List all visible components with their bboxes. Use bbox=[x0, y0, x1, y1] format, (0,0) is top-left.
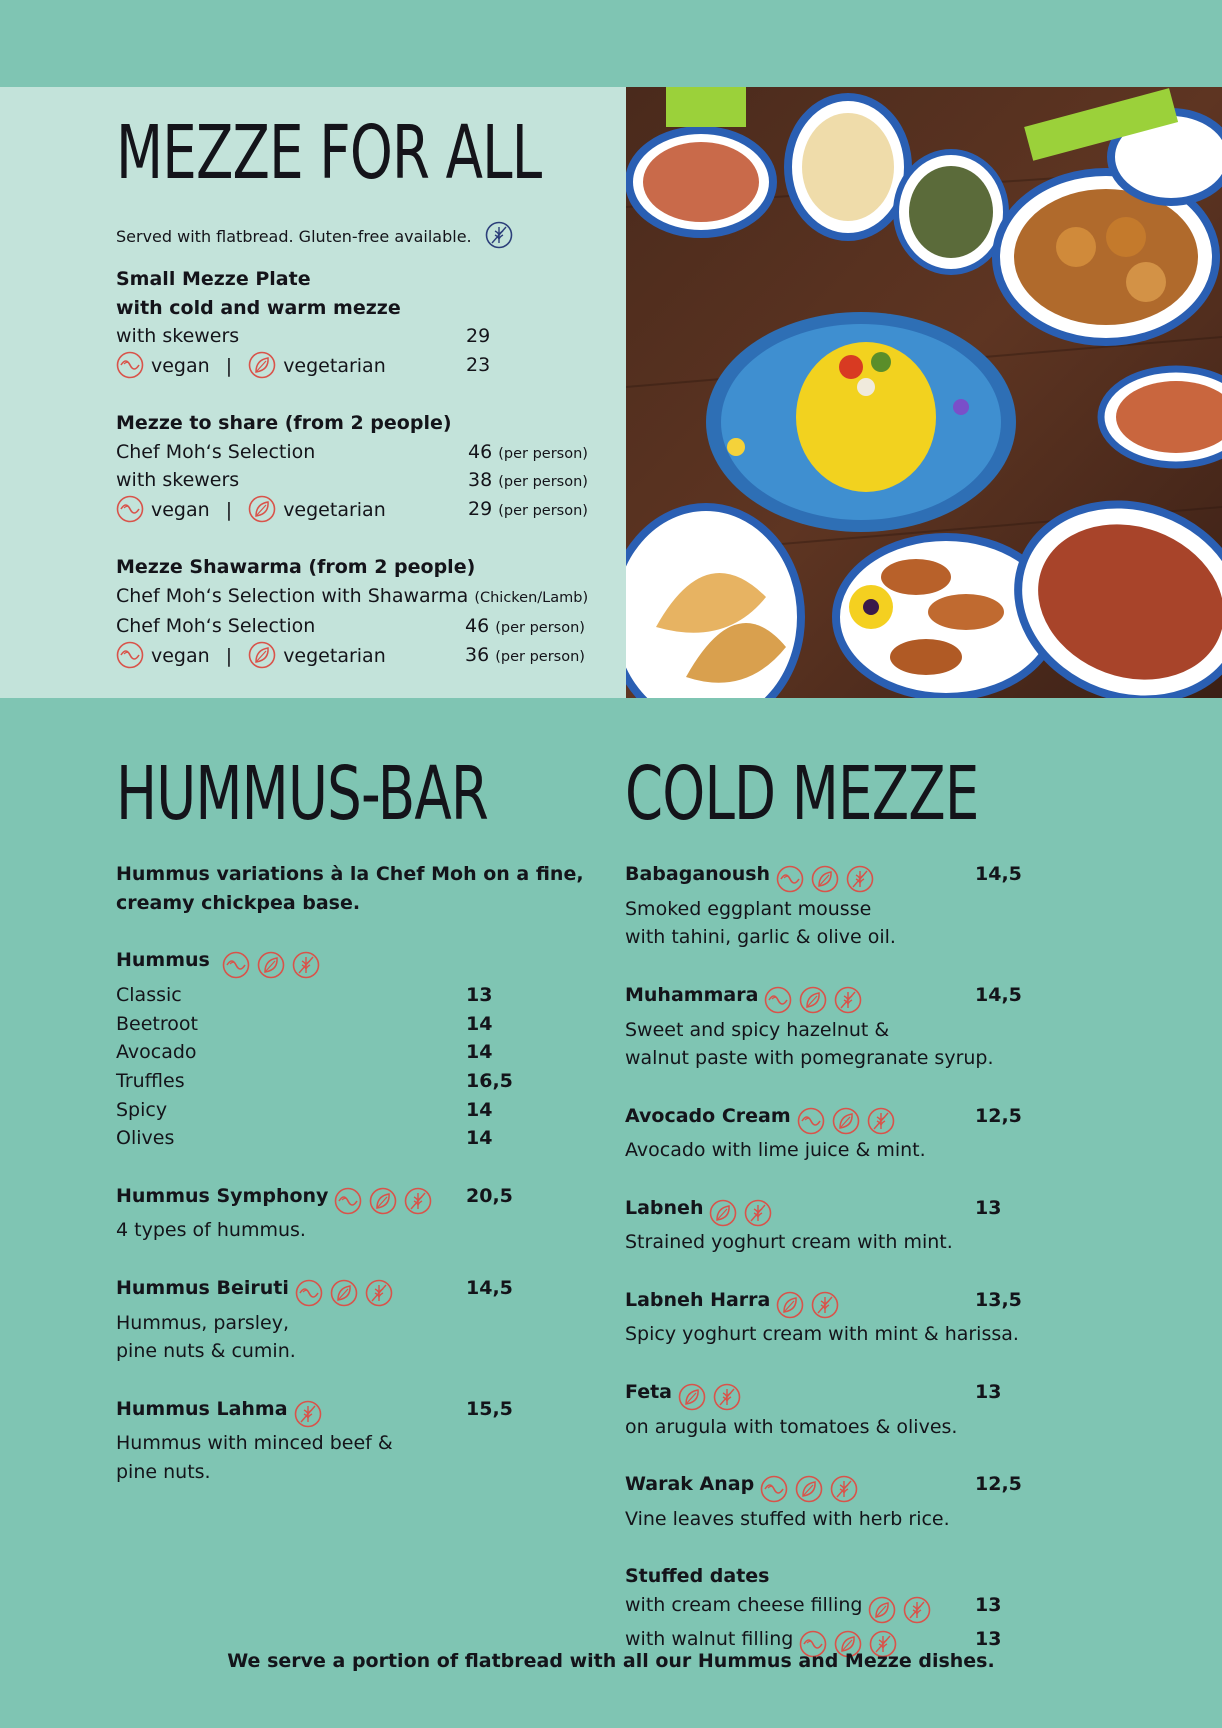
vegetarian-label: vegetarian bbox=[283, 499, 386, 522]
item-description bbox=[625, 1136, 1215, 1165]
vegetarian-icon bbox=[248, 351, 276, 379]
per-person: (per person) bbox=[498, 445, 588, 462]
row-label: Chef Moh‘s Selection with Shawarma bbox=[116, 584, 469, 607]
variant-price: 13 bbox=[975, 1593, 1002, 1616]
vegan-icon bbox=[116, 495, 144, 523]
vegetarian-icon bbox=[776, 1291, 804, 1319]
menu-item bbox=[625, 1286, 1215, 1321]
row-label: with skewers bbox=[116, 469, 240, 492]
row-price: 46 bbox=[468, 440, 493, 463]
item-description bbox=[625, 1320, 1215, 1349]
variant-name: Classic bbox=[116, 983, 182, 1006]
per-person: (per person) bbox=[495, 620, 585, 637]
vegetarian-icon bbox=[868, 1596, 896, 1624]
item-description bbox=[116, 1309, 616, 1338]
description-text: on arugula with tomatoes & olives. bbox=[625, 1415, 958, 1438]
item-description bbox=[116, 1337, 616, 1366]
gluten-free-icon bbox=[811, 1291, 839, 1319]
per-person: (per person) bbox=[495, 649, 585, 666]
item-description bbox=[625, 895, 1215, 924]
item-price: 12,5 bbox=[975, 1104, 1022, 1127]
hummus-variant bbox=[116, 981, 616, 1010]
hummus-heading bbox=[116, 946, 616, 981]
item-price: 20,5 bbox=[466, 1184, 513, 1207]
row-label: Chef Moh‘s Selection bbox=[116, 440, 316, 463]
item-description bbox=[116, 1458, 616, 1487]
description-text: Sweet and spicy hazelnut & bbox=[625, 1018, 890, 1041]
row-price-block bbox=[468, 438, 588, 469]
vegetarian-label: vegetarian bbox=[283, 355, 386, 378]
menu-row bbox=[116, 495, 616, 525]
group-heading: with cold and warm mezze bbox=[116, 296, 401, 319]
description-text: Hummus with minced beef & bbox=[116, 1432, 393, 1455]
description-text: walnut paste with pomegranate syrup. bbox=[625, 1047, 994, 1070]
variant-price: 16,5 bbox=[466, 1069, 513, 1092]
item-name: Hummus Beiruti bbox=[116, 1276, 289, 1299]
menu-row bbox=[116, 582, 621, 613]
description-text: Spicy yoghurt cream with mint & harissa. bbox=[625, 1323, 1019, 1346]
diet-icons bbox=[764, 986, 869, 1016]
description-text: Avocado with lime juice & mint. bbox=[625, 1139, 926, 1162]
separator: | bbox=[225, 499, 233, 522]
small-mezze-plate-group bbox=[116, 265, 616, 381]
hummus-variant bbox=[116, 1038, 616, 1067]
variant-price: 14 bbox=[466, 1098, 493, 1121]
vegetarian-icon bbox=[709, 1199, 737, 1227]
mezze-shawarma-group bbox=[116, 553, 621, 671]
hummus-variant bbox=[116, 1010, 616, 1039]
description-text: pine nuts & cumin. bbox=[116, 1340, 296, 1363]
menu-item bbox=[116, 1182, 616, 1217]
menu-item bbox=[625, 1102, 1215, 1137]
diet-icons bbox=[678, 1383, 748, 1413]
hummus-items bbox=[116, 1182, 616, 1487]
row-price-block bbox=[465, 612, 585, 643]
menu-item bbox=[625, 1194, 1215, 1229]
description-text: 4 types of hummus. bbox=[116, 1219, 306, 1242]
menu-row bbox=[116, 641, 621, 671]
vegan-label: vegan bbox=[151, 645, 210, 668]
separator: | bbox=[225, 355, 233, 378]
menu-item bbox=[116, 1395, 616, 1430]
menu-row bbox=[116, 612, 621, 641]
menu-item bbox=[625, 1378, 1215, 1413]
description-text: Hummus, parsley, bbox=[116, 1311, 290, 1334]
item-description bbox=[625, 1016, 1215, 1045]
row-price: 36 bbox=[465, 644, 490, 667]
menu-item bbox=[116, 1274, 616, 1309]
vegetarian-icon bbox=[678, 1383, 706, 1411]
hummus-bar-section bbox=[116, 860, 616, 1487]
group-heading: Mezze to share (from 2 people) bbox=[116, 412, 452, 434]
diet-icons bbox=[760, 1475, 865, 1505]
variant-price: 14 bbox=[466, 1041, 493, 1064]
vegan-label: vegan bbox=[151, 499, 210, 522]
cold-mezze-title: COLD MEZZE bbox=[625, 751, 979, 837]
shawarma-options: (Chicken/Lamb) bbox=[474, 589, 589, 606]
mezze-subtitle bbox=[116, 221, 520, 252]
hummus-variants bbox=[116, 981, 616, 1153]
description-text: Vine leaves stuffed with herb rice. bbox=[625, 1507, 950, 1530]
vegan-icon bbox=[116, 641, 144, 669]
variant-price: 14 bbox=[466, 1012, 493, 1035]
row-price-block bbox=[468, 466, 588, 497]
vegan-icon bbox=[116, 351, 144, 379]
item-description bbox=[625, 923, 1215, 952]
item-description bbox=[625, 1044, 1215, 1073]
hummus-variant bbox=[116, 1124, 616, 1153]
gluten-free-icon bbox=[404, 1187, 432, 1215]
vegan-icon bbox=[295, 1279, 323, 1307]
variant-price: 13 bbox=[466, 983, 493, 1006]
menu-row bbox=[116, 466, 616, 495]
row-label: Chef Moh‘s Selection bbox=[116, 615, 316, 638]
vegetarian-icon bbox=[248, 641, 276, 669]
footer-note: We serve a portion of flatbread with all our Hummus and Mezze dishes. bbox=[227, 1650, 995, 1672]
variant-name: Truffles bbox=[116, 1069, 185, 1092]
vegetarian-icon bbox=[799, 986, 827, 1014]
per-person: (per person) bbox=[498, 474, 588, 491]
diet-icons bbox=[776, 865, 881, 895]
vegetarian-icon bbox=[248, 495, 276, 523]
menu-item bbox=[625, 860, 1215, 895]
vegan-label: vegan bbox=[151, 355, 210, 378]
row-price: 29 bbox=[468, 498, 493, 521]
gluten-free-icon bbox=[713, 1383, 741, 1411]
diet-icons bbox=[709, 1199, 779, 1229]
vegetarian-icon bbox=[257, 951, 285, 979]
mezze-to-share-group bbox=[116, 409, 616, 525]
variant-name: with walnut filling bbox=[625, 1628, 794, 1651]
variant-name: Avocado bbox=[116, 1041, 197, 1064]
stuffed-dates-variant bbox=[625, 1591, 1215, 1626]
item-name: Hummus bbox=[116, 949, 210, 972]
item-name: Feta bbox=[625, 1380, 672, 1403]
gluten-free-icon bbox=[294, 1400, 322, 1428]
item-price: 14,5 bbox=[466, 1276, 513, 1299]
item-description bbox=[116, 1429, 616, 1458]
item-price: 13 bbox=[975, 1196, 1002, 1219]
vegan-icon bbox=[222, 951, 250, 979]
mezze-for-all-title: MEZZE FOR ALL bbox=[116, 110, 542, 196]
row-price: 29 bbox=[466, 325, 491, 348]
hummus-intro: creamy chickpea base. bbox=[116, 891, 361, 914]
item-name: Avocado Cream bbox=[625, 1104, 791, 1127]
hummus-intro: Hummus variations à la Chef Moh on a fine, bbox=[116, 863, 584, 885]
vegan-icon bbox=[764, 986, 792, 1014]
variant-name: Spicy bbox=[116, 1098, 168, 1121]
item-name: Labneh Harra bbox=[625, 1288, 771, 1311]
item-price: 14,5 bbox=[975, 863, 1022, 885]
item-description bbox=[625, 1228, 1215, 1257]
hummus-bar-title: HUMMUS-BAR bbox=[116, 751, 488, 837]
vegetarian-icon bbox=[811, 865, 839, 893]
mezze-subtitle-text: Served with flatbread. Gluten-free available. bbox=[116, 227, 472, 246]
item-description bbox=[116, 1216, 616, 1245]
row-price: 38 bbox=[468, 469, 493, 492]
row-price-block bbox=[468, 495, 588, 526]
menu-row bbox=[116, 438, 616, 467]
item-name: Babaganoush bbox=[625, 863, 771, 885]
vegetarian-icon bbox=[330, 1279, 358, 1307]
gluten-free-icon bbox=[867, 1107, 895, 1135]
hummus-variant bbox=[116, 1067, 616, 1096]
gluten-free-icon bbox=[903, 1596, 931, 1624]
variant-price: 14 bbox=[466, 1127, 493, 1150]
gluten-free-icon bbox=[830, 1475, 858, 1503]
item-name: Warak Anap bbox=[625, 1472, 755, 1495]
description-text: Smoked eggplant mousse bbox=[625, 897, 872, 920]
diet-icons bbox=[294, 1400, 329, 1430]
vegetarian-icon bbox=[369, 1187, 397, 1215]
description-text: pine nuts. bbox=[116, 1461, 211, 1483]
description-text: with tahini, garlic & olive oil. bbox=[625, 926, 896, 949]
diet-icons bbox=[222, 951, 327, 981]
row-label: with skewers bbox=[116, 325, 240, 348]
vegan-icon bbox=[334, 1187, 362, 1215]
gluten-free-icon bbox=[485, 221, 513, 249]
per-person: (per person) bbox=[498, 503, 588, 520]
menu-row bbox=[116, 322, 616, 351]
menu-row bbox=[116, 351, 616, 381]
item-price: 14,5 bbox=[975, 983, 1022, 1006]
stuffed-dates-heading: Stuffed dates bbox=[625, 1565, 770, 1588]
item-price: 13,5 bbox=[975, 1288, 1022, 1311]
gluten-free-icon bbox=[846, 865, 874, 893]
item-name: Muhammara bbox=[625, 983, 759, 1006]
item-price: 15,5 bbox=[466, 1397, 513, 1420]
vegetarian-icon bbox=[795, 1475, 823, 1503]
variant-name: Olives bbox=[116, 1127, 175, 1150]
row-price: 23 bbox=[466, 354, 491, 377]
diet-icons bbox=[334, 1187, 439, 1217]
vegetarian-icon bbox=[832, 1107, 860, 1135]
gluten-free-icon bbox=[834, 986, 862, 1014]
group-heading: Small Mezze Plate bbox=[116, 268, 311, 290]
variant-price: 13 bbox=[975, 1628, 1002, 1651]
diet-icons bbox=[797, 1107, 902, 1137]
menu-item bbox=[625, 1470, 1215, 1505]
row-price: 46 bbox=[465, 615, 490, 638]
vegan-icon bbox=[760, 1475, 788, 1503]
item-description bbox=[625, 1505, 1215, 1534]
item-name: Hummus Symphony bbox=[116, 1184, 329, 1207]
group-heading: Mezze Shawarma (from 2 people) bbox=[116, 556, 476, 578]
diet-icons bbox=[295, 1279, 400, 1309]
separator: | bbox=[225, 645, 233, 668]
cold-mezze-items bbox=[625, 860, 1215, 1562]
gluten-free-icon bbox=[292, 951, 320, 979]
mezze-food-photo bbox=[626, 87, 1222, 698]
gluten-free-icon bbox=[744, 1199, 772, 1227]
cold-mezze-section bbox=[625, 860, 1215, 1660]
diet-icons bbox=[776, 1291, 846, 1321]
vegan-icon bbox=[797, 1107, 825, 1135]
item-description bbox=[625, 1413, 1215, 1442]
item-name: Hummus Lahma bbox=[116, 1397, 288, 1420]
item-price: 12,5 bbox=[975, 1472, 1022, 1495]
variant-name: with cream cheese filling bbox=[625, 1593, 863, 1616]
description-text: Strained yoghurt cream with mint. bbox=[625, 1231, 953, 1254]
variant-name: Beetroot bbox=[116, 1012, 198, 1035]
menu-item bbox=[625, 981, 1215, 1016]
hummus-variant bbox=[116, 1096, 616, 1125]
item-price: 13 bbox=[975, 1380, 1002, 1403]
item-name: Labneh bbox=[625, 1196, 704, 1219]
vegetarian-label: vegetarian bbox=[283, 645, 386, 668]
gluten-free-icon bbox=[365, 1279, 393, 1307]
vegan-icon bbox=[776, 865, 804, 893]
row-price-block bbox=[465, 641, 585, 672]
diet-icons bbox=[868, 1596, 938, 1626]
